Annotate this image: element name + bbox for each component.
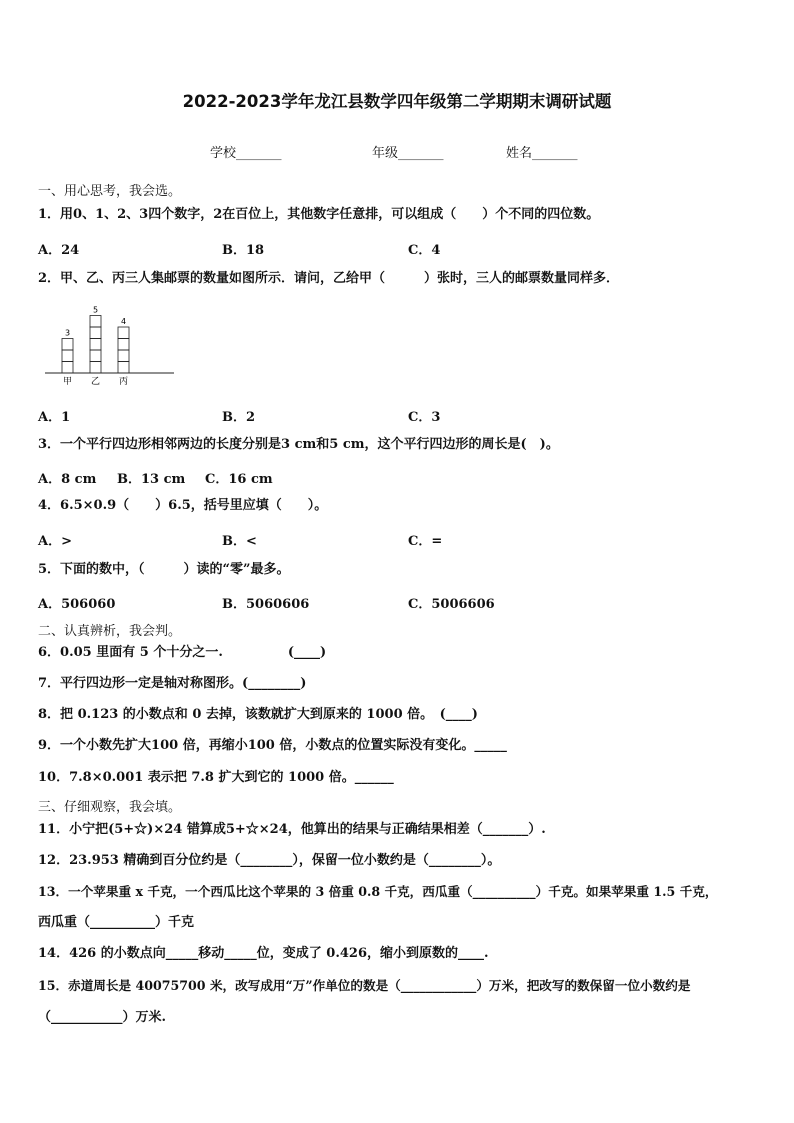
question-6: 6．0.05 里面有 5 个十分之一. (____)	[38, 645, 327, 660]
q2-option-a[interactable]: A．1	[38, 410, 71, 425]
q3-option-a[interactable]: A．8 cm	[38, 472, 97, 487]
value-label: 5	[92, 305, 99, 315]
question-15-line-1: 15．赤道周长是 40075700 米，改写成用“万”作单位的数是（____________）万米，把改写的数保留一位小数约是	[38, 978, 691, 993]
category-label: 丙	[118, 377, 129, 387]
q5-option-a[interactable]: A．506060	[38, 597, 116, 612]
stamp-count-chart	[40, 298, 180, 394]
question-8: 8．把 0.123 的小数点和 0 去掉，该数就扩大到原来的 1000 倍。 (____)	[38, 707, 478, 722]
bar-square	[118, 350, 129, 362]
value-label: 4	[120, 317, 127, 326]
category-label: 甲	[62, 377, 73, 387]
bar-square	[90, 327, 101, 339]
bar-square	[62, 339, 73, 351]
question-3: 3．一个平行四边形相邻两边的长度分别是3 cm和5 cm，这个平行四边形的周长是( )。	[38, 437, 559, 452]
section-heading-2: 二、认真辨析，我会判。	[38, 624, 182, 639]
q1-option-c[interactable]: C．4	[408, 243, 441, 258]
bar-square	[90, 362, 101, 374]
question-5: 5．下面的数中，（ ）读的“零”最多。	[38, 562, 290, 577]
bar-square	[90, 339, 101, 351]
question-2: 2．甲、乙、丙三人集邮票的数量如图所示．请问，乙给甲（ ）张时，三人的邮票数量同样多．	[38, 271, 620, 286]
bar-square	[62, 362, 73, 374]
question-12: 12．23.953 精确到百分位约是（________），保留一位小数约是（________）。	[38, 853, 501, 868]
question-13-line-2: 西瓜重（__________）千克	[38, 915, 195, 930]
q1-option-b[interactable]: B．18	[222, 243, 265, 258]
q4-option-c[interactable]: C．=	[408, 534, 443, 549]
q3-option-b[interactable]: B．13 cm	[117, 472, 186, 487]
school-field[interactable]: 学校_______	[210, 146, 282, 161]
section-heading-1: 一、用心思考，我会选。	[38, 184, 182, 199]
bar-square	[90, 350, 101, 362]
name-field[interactable]: 姓名_______	[506, 146, 578, 161]
bar-2	[90, 316, 101, 374]
value-label: 3	[64, 328, 71, 338]
q5-option-c[interactable]: C．5006606	[408, 597, 495, 612]
bar-square	[118, 362, 129, 374]
question-14: 14．426 的小数点向_____移动_____位，变成了 0.426，缩小到原数的____.	[38, 946, 489, 961]
question-9: 9．一个小数先扩大100 倍，再缩小100 倍，小数点的位置实际没有变化。_____	[38, 738, 507, 753]
question-11: 11．小宁把(5+☆)×24 错算成5+☆×24，他算出的结果与正确结果相差（_______）.	[38, 822, 546, 837]
question-13-line-1: 13．一个苹果重 x 千克，一个西瓜比这个苹果的 3 倍重 0.8 千克，西瓜重（__________）千克。如果苹果重 1.5 千克，	[38, 884, 718, 899]
bar-1	[62, 339, 73, 374]
bar-square	[90, 316, 101, 328]
q4-option-b[interactable]: B．<	[222, 534, 257, 549]
q1-option-a[interactable]: A．24	[38, 243, 80, 258]
bar-square	[118, 327, 129, 339]
question-7: 7．平行四边形一定是轴对称图形。(________)	[38, 676, 307, 691]
q4-option-a[interactable]: A．>	[38, 534, 72, 549]
bar-square	[62, 350, 73, 362]
q5-option-b[interactable]: B．5060606	[222, 597, 310, 612]
q2-option-b[interactable]: B．2	[222, 410, 256, 425]
q3-option-c[interactable]: C．16 cm	[205, 472, 273, 487]
page-title: 2022-2023学年龙江县数学四年级第二学期期末调研试题	[182, 92, 612, 111]
category-label: 乙	[90, 377, 101, 387]
section-heading-3: 三、仔细观察，我会填。	[38, 800, 182, 815]
question-1: 1．用0、1、2、3四个数字，2在百位上，其他数字任意排，可以组成（ ）个不同的四位数。	[38, 207, 600, 222]
bar-square	[118, 339, 129, 351]
bar-3	[118, 327, 129, 373]
question-15-line-2: （___________）万米.	[38, 1010, 167, 1025]
grade-field[interactable]: 年级_______	[372, 146, 444, 161]
q2-option-c[interactable]: C．3	[408, 410, 441, 425]
question-4: 4．6.5×0.9（ ）6.5，括号里应填（ ）。	[38, 498, 328, 513]
question-10: 10．7.8×0.001 表示把 7.8 扩大到它的 1000 倍。______	[38, 770, 394, 785]
